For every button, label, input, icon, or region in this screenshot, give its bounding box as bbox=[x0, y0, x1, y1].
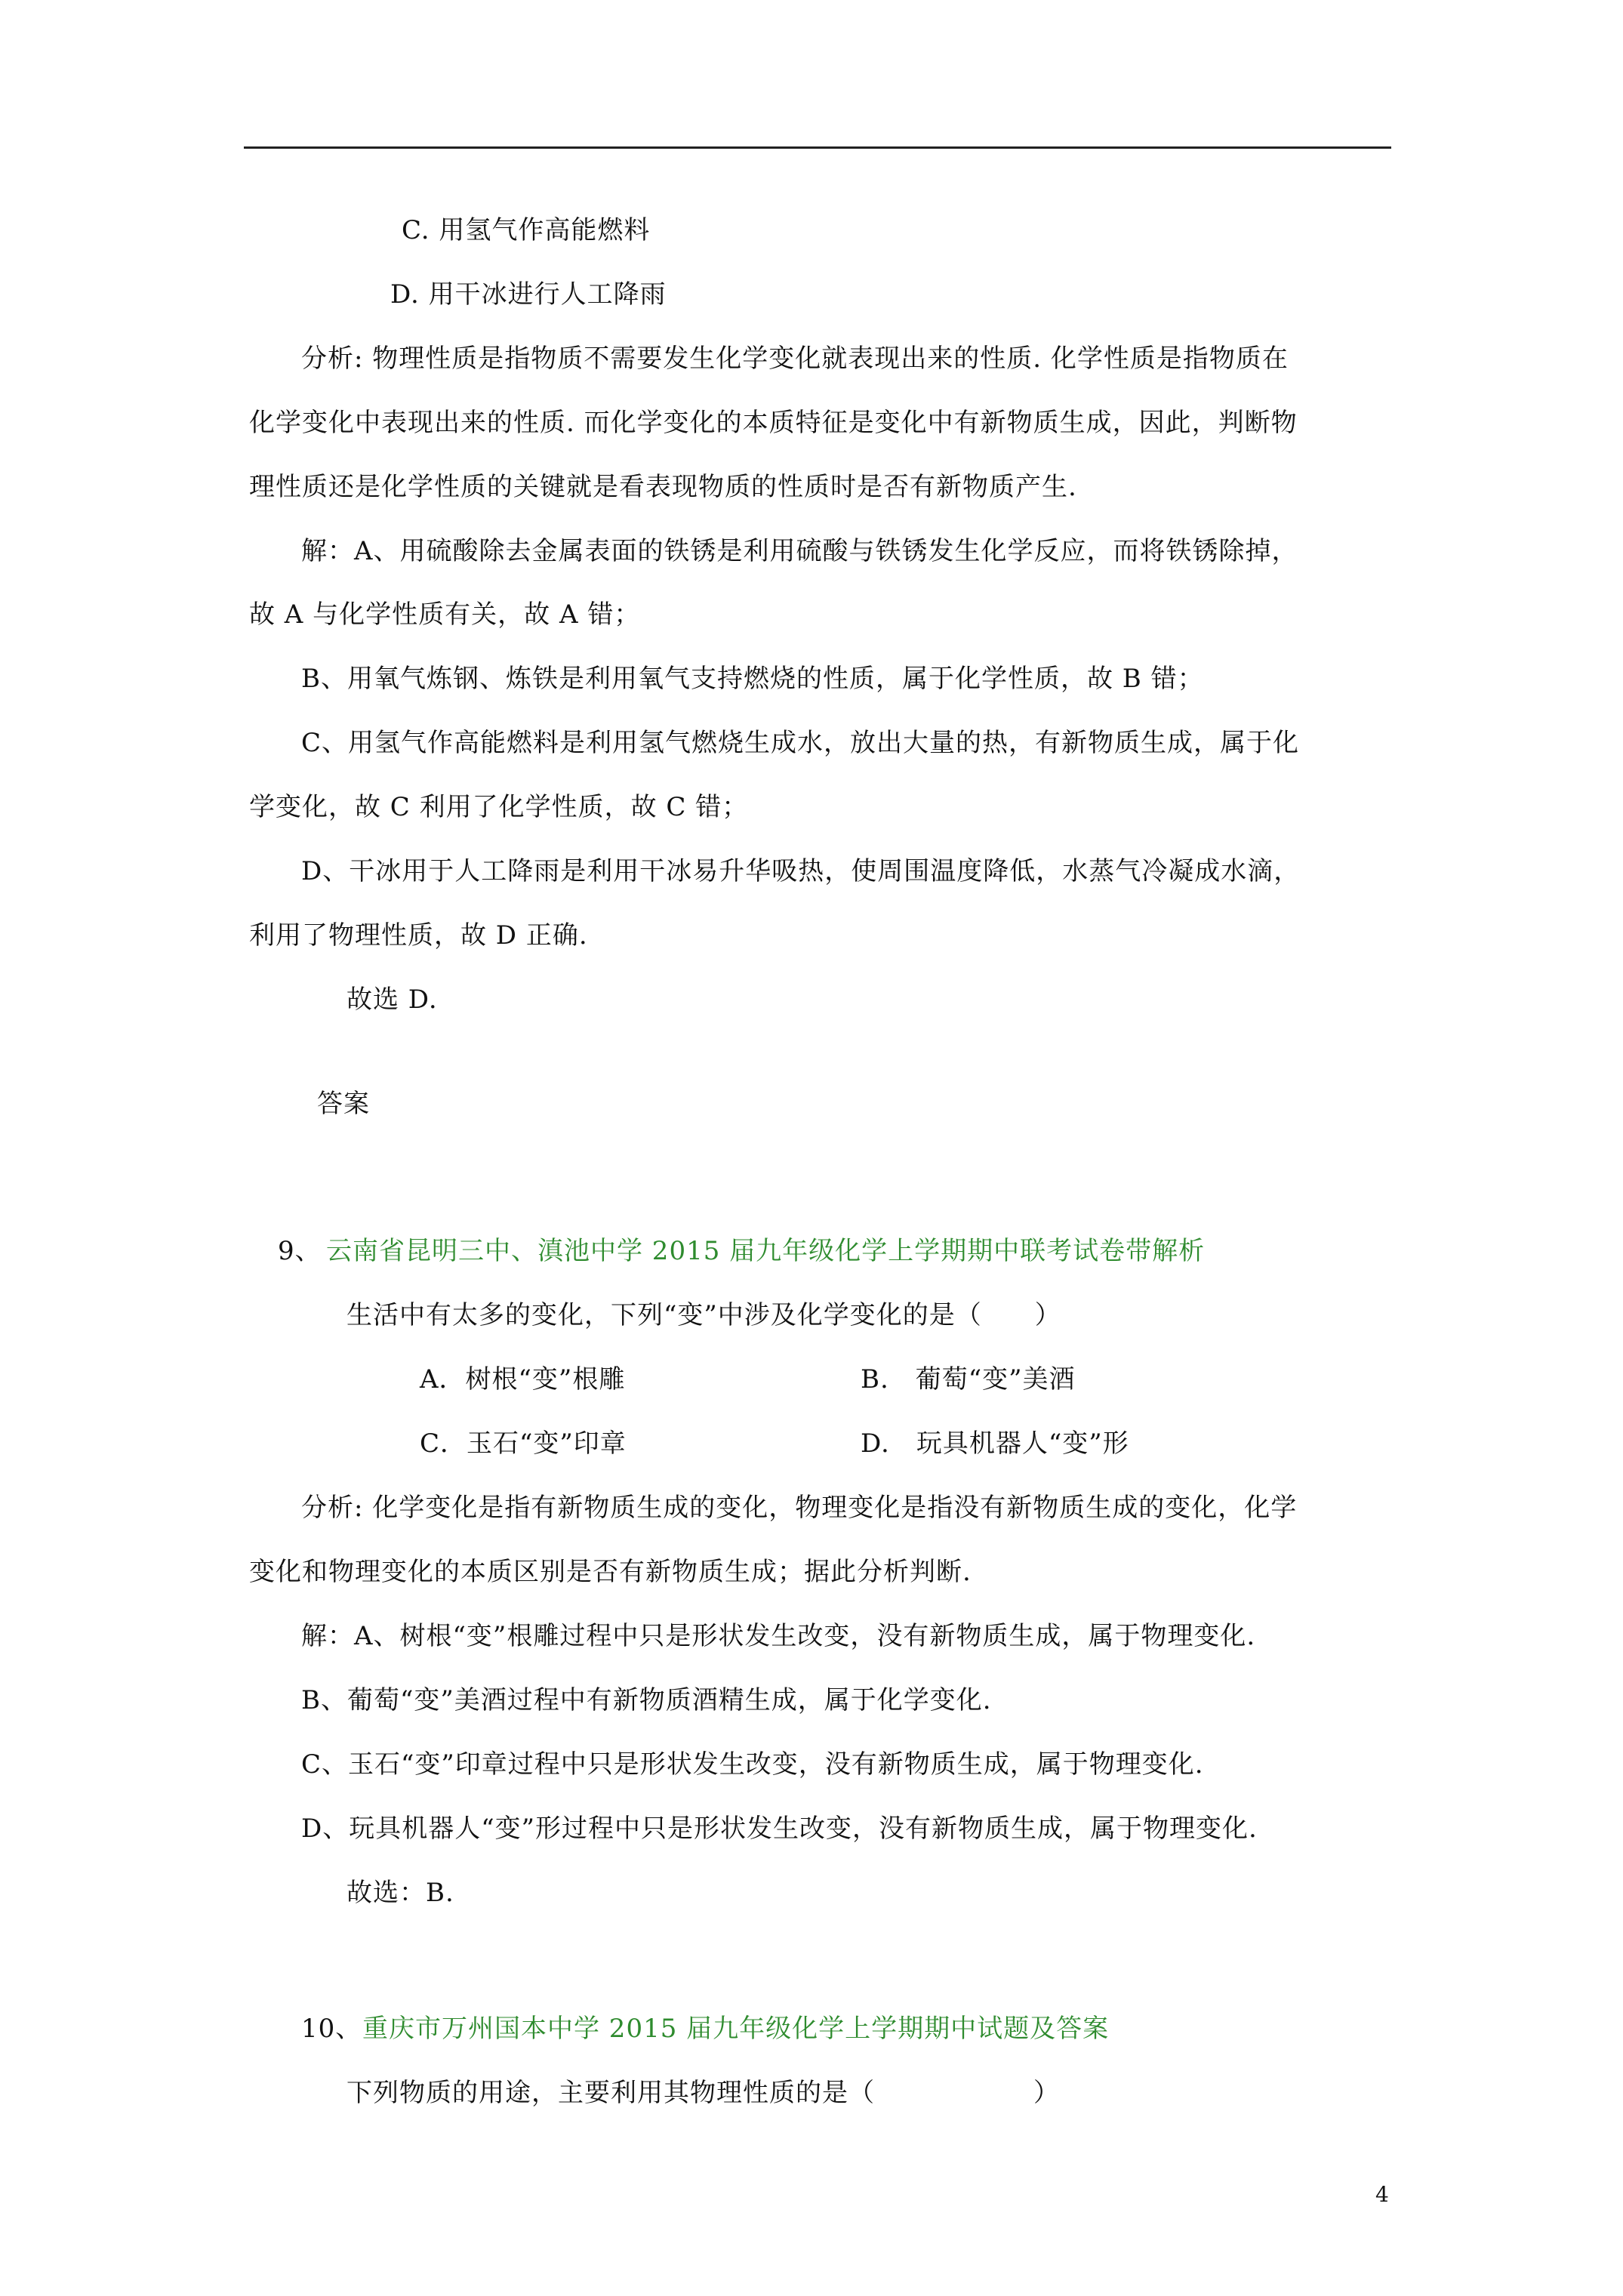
q9-solution-line: B、葡萄“变”美酒过程中有新物质酒精生成，属于化学变化. bbox=[301, 1685, 992, 1715]
q8-choice: 故选 D. bbox=[346, 985, 438, 1015]
q9-option-d: D. 玩具机器人“变”形 bbox=[861, 1428, 1129, 1459]
q9-number: 9、 bbox=[278, 1236, 322, 1266]
q10-source-link[interactable]: 重庆市万州国本中学 2015 届九年级化学上学期期中试题及答案 bbox=[362, 2014, 1110, 2044]
q9-source-link[interactable]: 云南省昆明三中、滇池中学 2015 届九年级化学上学期期中联考试卷带解析 bbox=[326, 1236, 1206, 1266]
q8-analysis-line: 化学变化中表现出来的性质. 而化学变化的本质特征是变化中有新物质生成，因此，判断物 bbox=[249, 408, 1298, 438]
q8-analysis-line: 分析: 物理性质是指物质不需要发生化学变化就表现出来的性质. 化学性质是指物质在 bbox=[301, 344, 1289, 374]
q8-solution-line: 学变化，故 C 利用了化学性质，故 C 错； bbox=[249, 792, 749, 822]
q9-option-c: C．玉石“变”印章 bbox=[420, 1428, 627, 1459]
q8-option-d: D. 用干冰进行人工降雨 bbox=[390, 279, 667, 310]
q8-option-c: C. 用氢气作高能燃料 bbox=[402, 215, 651, 245]
q8-solution-line: B、用氧气炼钢、炼铁是利用氧气支持燃烧的性质，属于化学性质，故 B 错； bbox=[301, 664, 1204, 694]
q10-stem: 下列物质的用途，主要利用其物理性质的是（ ） bbox=[346, 2078, 1060, 2108]
q9-solution-line: D、玩具机器人“变”形过程中只是形状发生改变，没有新物质生成，属于物理变化. bbox=[301, 1814, 1258, 1844]
q10-number: 10、 bbox=[301, 2014, 362, 2044]
q9-choice: 故选：B. bbox=[346, 1878, 454, 1908]
q9-option-b: B. 葡萄“变”美酒 bbox=[861, 1364, 1076, 1395]
q9-analysis-line: 分析: 化学变化是指有新物质生成的变化，物理变化是指没有新物质生成的变化，化学 bbox=[301, 1493, 1298, 1523]
header-rule bbox=[244, 146, 1391, 149]
q9-solution-line: C、玉石“变”印章过程中只是形状发生改变，没有新物质生成，属于物理变化. bbox=[301, 1749, 1204, 1780]
q9-stem: 生活中有太多的变化，下列“变”中涉及化学变化的是（ ） bbox=[346, 1300, 1061, 1330]
q9-analysis-line: 变化和物理变化的本质区别是否有新物质生成；据此分析判断. bbox=[249, 1557, 972, 1587]
q8-solution-line: 故 A 与化学性质有关，故 A 错； bbox=[249, 599, 641, 630]
q9-solution-line: 解：A、树根“变”根雕过程中只是形状发生改变，没有新物质生成，属于物理变化. bbox=[301, 1621, 1256, 1651]
q8-solution-line: 解：A、用硫酸除去金属表面的铁锈是利用硫酸与铁锈发生化学反应，而将铁锈除掉， bbox=[301, 536, 1298, 566]
q8-solution-line: D、干冰用于人工降雨是利用干冰易升华吸热，使周围温度降低，水蒸气冷凝成水滴， bbox=[301, 856, 1301, 886]
q8-solution-line: 利用了物理性质，故 D 正确. bbox=[249, 920, 588, 951]
page-number: 4 bbox=[1375, 2182, 1390, 2207]
q8-solution-line: C、用氢气作高能燃料是利用氢气燃烧生成水，放出大量的热，有新物质生成，属于化 bbox=[301, 728, 1300, 758]
q8-analysis-line: 理性质还是化学性质的关键就是看表现物质的性质时是否有新物质产生. bbox=[249, 472, 1077, 502]
q9-option-a: A．树根“变”根雕 bbox=[420, 1364, 626, 1395]
q8-answer-label: 答案 bbox=[317, 1089, 370, 1119]
